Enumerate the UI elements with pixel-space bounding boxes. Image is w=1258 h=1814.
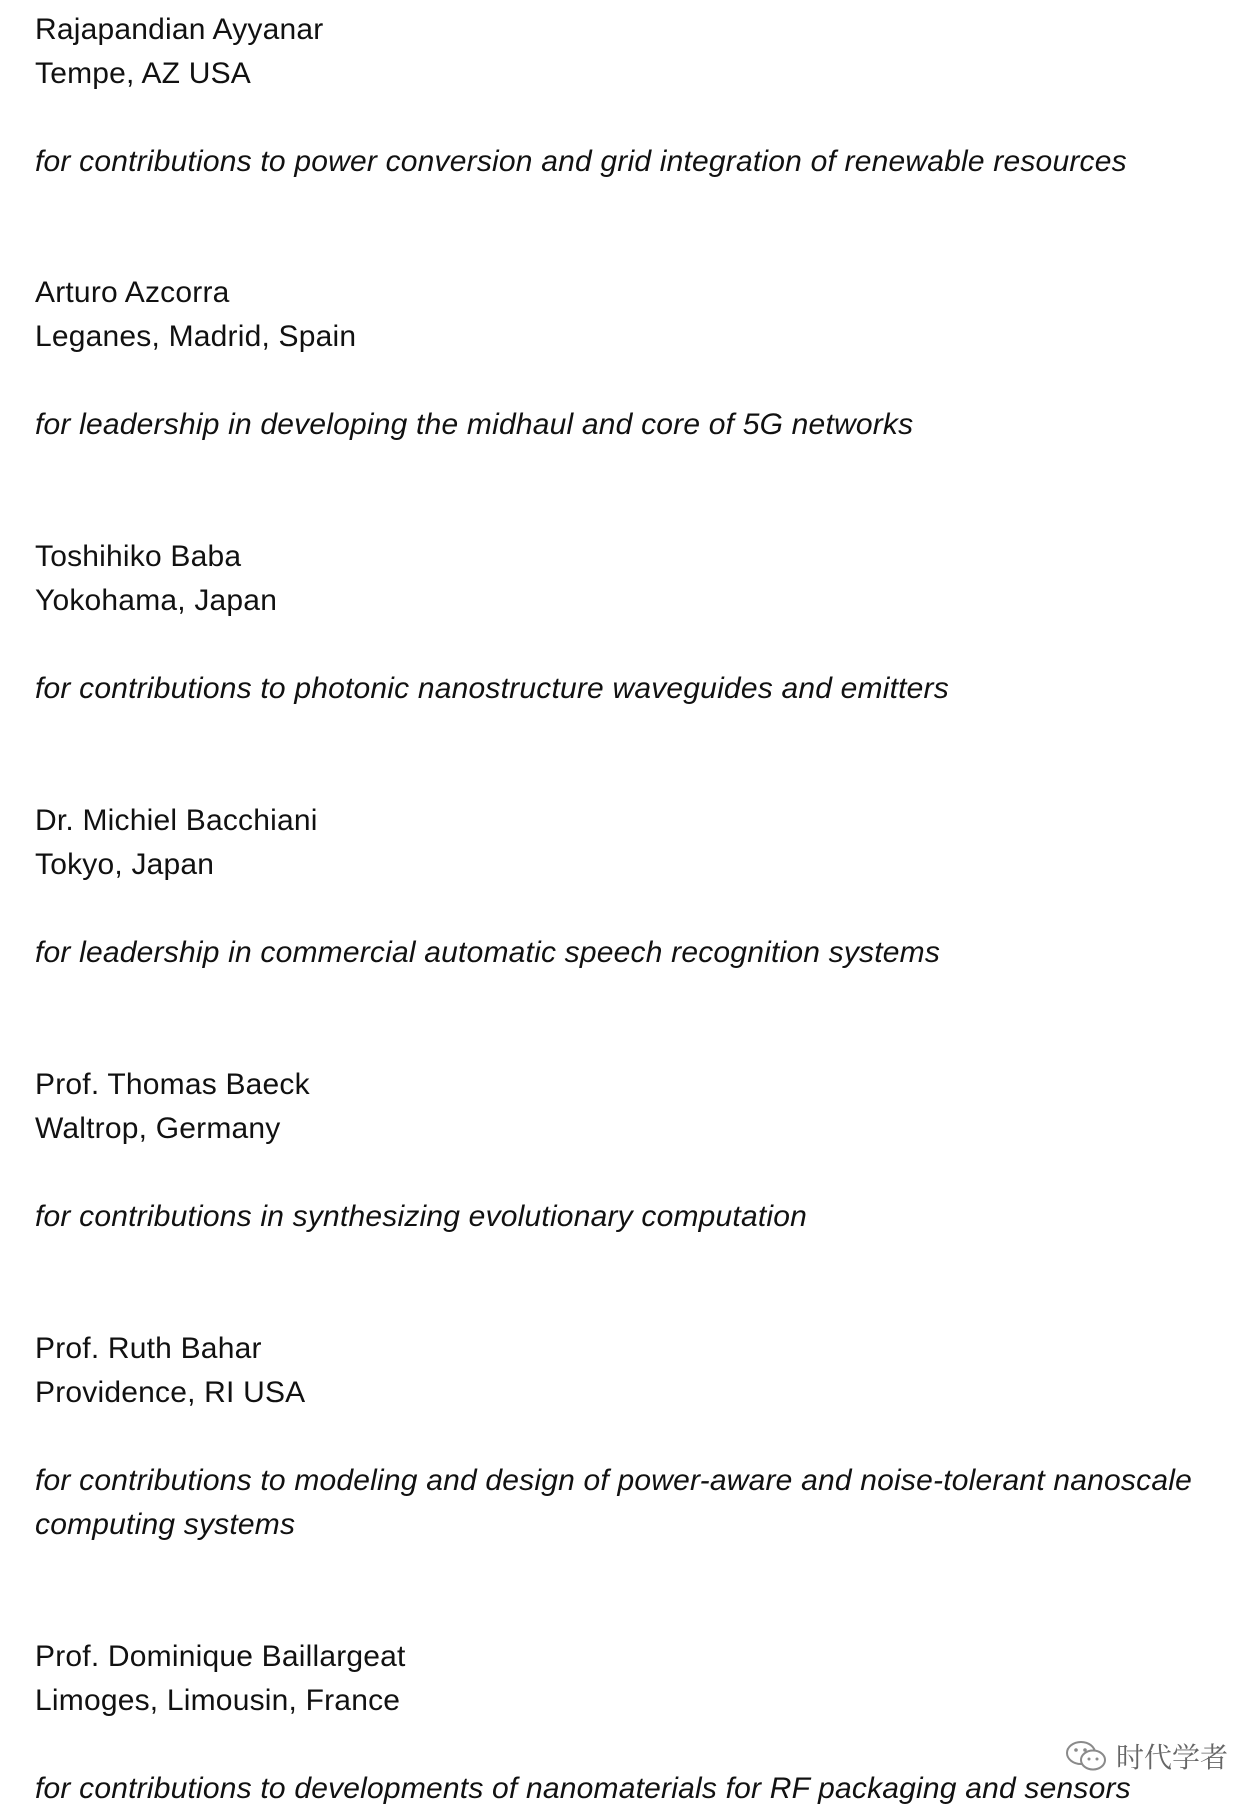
fellow-location: Leganes, Madrid, Spain — [35, 320, 357, 353]
fellow-name: Prof. Ruth Bahar — [35, 1332, 262, 1365]
citation-line: for leadership in commercial automatic speech recognition systems — [35, 936, 941, 969]
watermark-text: 时代学者 — [1115, 1741, 1228, 1774]
citation-line: for contributions to developments of nanomaterials for RF packaging and sensors — [35, 1772, 1131, 1805]
citation-line: for contributions to modeling and design of power-aware and noise-tolerant nanoscale — [35, 1464, 1192, 1497]
fellow-citation — [35, 1195, 1235, 1239]
fellow-name: Prof. Dominique Baillargeat — [35, 1640, 406, 1673]
fellow-entry-4 — [35, 799, 1235, 975]
fellow-entry-5 — [35, 1063, 1235, 1239]
citation-line: for leadership in developing the midhaul and core of 5G networks — [35, 408, 914, 441]
fellow-name: Rajapandian Ayyanar — [35, 13, 324, 46]
fellow-location: Limoges, Limousin, France — [35, 1684, 401, 1717]
fellow-entry-6 — [35, 1327, 1235, 1547]
citation-line: computing systems — [35, 1508, 296, 1541]
fellow-name: Arturo Azcorra — [35, 276, 230, 309]
citation-line: for contributions to photonic nanostructure waveguides and emitters — [35, 672, 949, 705]
fellow-name: Toshihiko Baba — [35, 540, 242, 573]
wechat-icon — [1064, 1739, 1108, 1773]
fellow-location: Tempe, AZ USA — [35, 57, 252, 90]
fellow-entry-7 — [35, 1635, 1235, 1811]
watermark — [1064, 1736, 1228, 1776]
fellow-citation — [35, 140, 1235, 184]
fellow-location: Providence, RI USA — [35, 1376, 306, 1409]
fellow-citation — [35, 667, 1235, 711]
fellow-name: Prof. Thomas Baeck — [35, 1068, 310, 1101]
citation-line: for contributions in synthesizing evolutionary computation — [35, 1200, 808, 1233]
fellow-name: Dr. Michiel Bacchiani — [35, 804, 318, 837]
fellow-location: Yokohama, Japan — [35, 584, 278, 617]
fellow-entry-1 — [35, 8, 1235, 184]
fellow-location: Waltrop, Germany — [35, 1112, 281, 1145]
fellow-citation — [35, 1459, 1235, 1547]
fellow-location: Tokyo, Japan — [35, 848, 215, 881]
fellow-citation — [35, 403, 1235, 447]
fellow-citation — [35, 1767, 1235, 1811]
citation-line: for contributions to power conversion and grid integration of renewable resources — [35, 145, 1127, 178]
fellow-entry-2 — [35, 271, 1235, 447]
fellow-entry-3 — [35, 535, 1235, 711]
fellow-citation — [35, 931, 1235, 975]
